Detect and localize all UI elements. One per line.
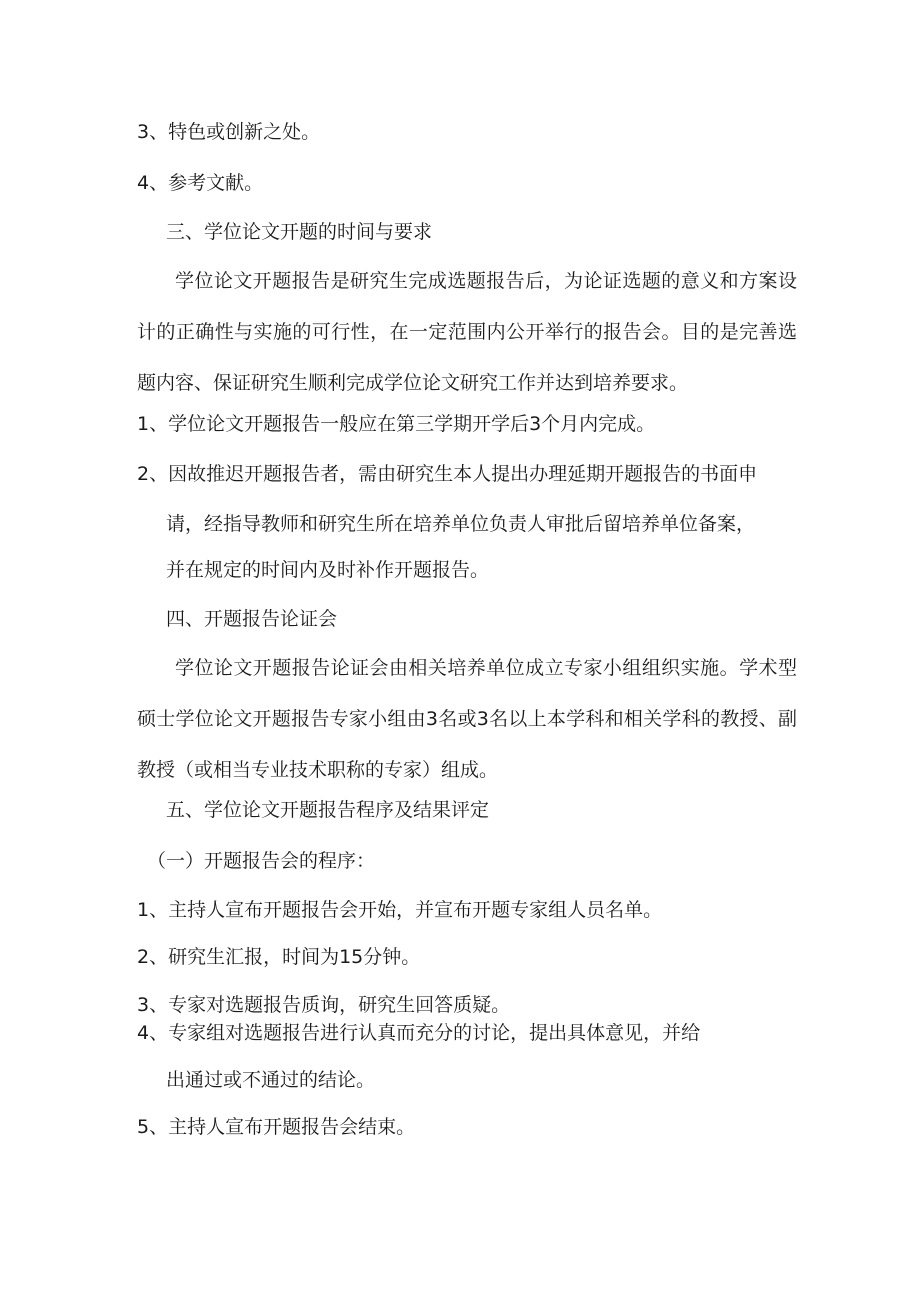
list-item: 2、研究生汇报，时间为15分钟。	[137, 946, 421, 968]
list-item: 1、学位论文开题报告一般应在第三学期开学后3个月内完成。	[137, 413, 656, 435]
list-item: 3、特色或创新之处。	[137, 121, 321, 143]
list-item: 4、参考文献。	[137, 172, 264, 194]
list-item: 2、因故推迟开题报告者，需由研究生本人提出办理延期开题报告的书面申	[137, 463, 758, 485]
section-heading: 三、学位论文开题的时间与要求	[166, 221, 433, 243]
list-item: 4、专家组对选题报告进行认真而充分的讨论，提出具体意见，并给	[137, 1022, 701, 1044]
list-item-continuation: 并在规定的时间内及时补作开题报告。	[166, 559, 490, 581]
subsection-heading: （一）开题报告会的程序：	[147, 850, 376, 872]
section-heading: 四、开题报告论证会	[166, 608, 338, 630]
list-item-continuation: 请，经指导教师和研究生所在培养单位负责人审批后留培养单位备案，	[166, 513, 756, 535]
list-item: 3、专家对选题报告质询，研究生回答质疑。	[137, 994, 511, 1016]
paragraph: 学位论文开题报告论证会由相关培养单位成立专家小组组织实施。学术型硕士学位论文开题报告专家小组由3名或3名以上本学科和相关学科的教授、副教授（或相当专业技术职称的专家）组成。	[137, 657, 797, 781]
list-item-continuation: 出通过或不通过的结论。	[166, 1069, 376, 1091]
list-item: 1、主持人宣布开题报告会开始，并宣布开题专家组人员名单。	[137, 899, 663, 921]
list-item: 5、主持人宣布开题报告会结束。	[137, 1116, 416, 1138]
section-heading: 五、学位论文开题报告程序及结果评定	[166, 799, 490, 821]
paragraph: 学位论文开题报告是研究生完成选题报告后，为论证选题的意义和方案设计的正确性与实施的可行性，在一定范围内公开举行的报告会。目的是完善选题内容、保证研究生顺利完成学位论文研究工作并达到培养要求。	[137, 270, 797, 394]
